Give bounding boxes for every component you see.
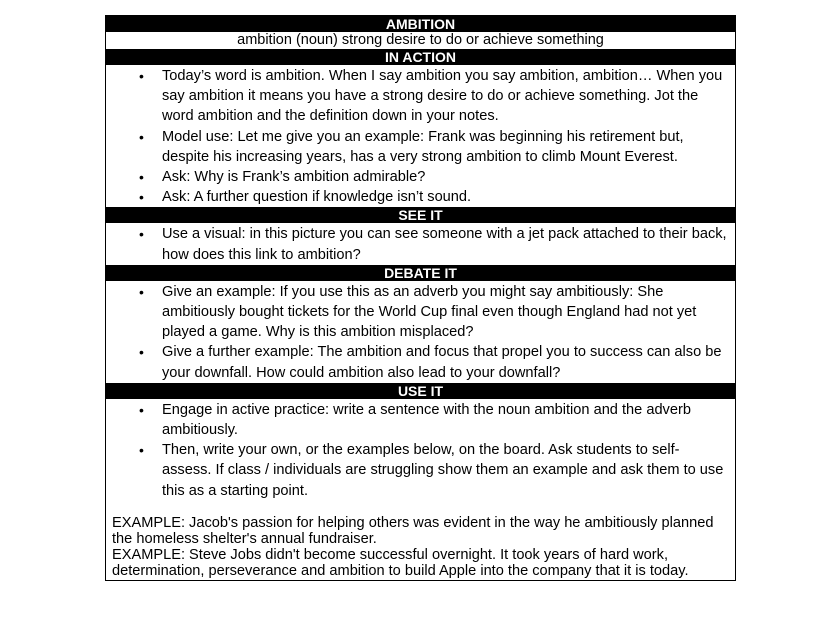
list-item-text: Ask: Why is Frank’s ambition admirable? bbox=[162, 169, 426, 186]
list-item-text: Today’s word is ambition. When I say ambition you say ambition, ambition… When you say ambition it means you have a strong desire to do or achieve something. Jot the word ambition and the definition down in your notes. bbox=[162, 68, 723, 125]
example-sentences bbox=[106, 501, 735, 580]
debate-it-list bbox=[106, 281, 735, 383]
list-item-text: Engage in active practice: write a sentence with the noun ambition and the adverb ambitiously. bbox=[162, 401, 691, 439]
bullet-icon: • bbox=[139, 128, 144, 145]
bullet-icon: • bbox=[139, 189, 144, 206]
section-heading-debate-it: DEBATE IT bbox=[106, 265, 735, 281]
section-in-action bbox=[106, 49, 735, 207]
list-item bbox=[106, 400, 735, 440]
bullet-icon: • bbox=[139, 442, 144, 459]
in-action-list bbox=[106, 65, 735, 207]
list-item-text: Then, write your own, or the examples below, on the board. Ask students to self-assess. If class / individuals are struggling show them an example and ask them to use this as a starting point. bbox=[162, 442, 724, 499]
example-sentence: EXAMPLE: Jacob's passion for helping others was evident in the way he ambitiously planned the homeless shelter's annual fundraiser. bbox=[112, 514, 714, 547]
list-item bbox=[106, 440, 735, 501]
bullet-icon: • bbox=[139, 283, 144, 300]
list-item bbox=[106, 127, 735, 167]
example-sentence: EXAMPLE: Steve Jobs didn't become successful overnight. It took years of hard work, determination, perseverance and ambition to build Apple into the company that it is today. bbox=[112, 546, 689, 579]
section-use-it bbox=[106, 383, 735, 580]
word-lesson-table bbox=[105, 15, 736, 581]
bullet-icon: • bbox=[139, 226, 144, 243]
bullet-icon: • bbox=[139, 169, 144, 186]
section-debate-it bbox=[106, 265, 735, 383]
list-item bbox=[106, 167, 735, 187]
see-it-list bbox=[106, 223, 735, 264]
bullet-icon: • bbox=[139, 68, 144, 84]
section-heading-see-it: SEE IT bbox=[106, 207, 735, 223]
word-title: AMBITION bbox=[106, 16, 735, 32]
list-item bbox=[106, 224, 735, 264]
section-heading-in-action: IN ACTION bbox=[106, 49, 735, 65]
word-definition: ambition (noun) strong desire to do or achieve something bbox=[237, 32, 604, 48]
list-item-text: Ask: A further question if knowledge isn’t sound. bbox=[162, 189, 472, 206]
list-item bbox=[106, 66, 735, 127]
list-item-text: Model use: Let me give you an example: Frank was beginning his retirement but, despite his increasing years, has a very strong ambition to climb Mount Everest. bbox=[162, 128, 684, 165]
section-see-it bbox=[106, 207, 735, 264]
list-item-text: Use a visual: in this picture you can see someone with a jet pack attached to their back, how does this link to ambition? bbox=[162, 226, 727, 263]
bullet-icon: • bbox=[139, 401, 144, 418]
bullet-icon: • bbox=[139, 344, 144, 361]
list-item bbox=[106, 342, 735, 382]
list-item bbox=[106, 187, 735, 207]
list-item-text: Give a further example: The ambition and focus that propel you to success can also be your downfall. How could ambition also lead to your downfall? bbox=[162, 344, 722, 381]
list-item bbox=[106, 282, 735, 343]
use-it-list bbox=[106, 399, 735, 501]
section-heading-use-it: USE IT bbox=[106, 383, 735, 399]
list-item-text: Give an example: If you use this as an adverb you might say ambitiously: She ambitiously bought tickets for the World Cup final even though England had not yet played a game. Why is this ambition misplaced? bbox=[162, 283, 697, 341]
